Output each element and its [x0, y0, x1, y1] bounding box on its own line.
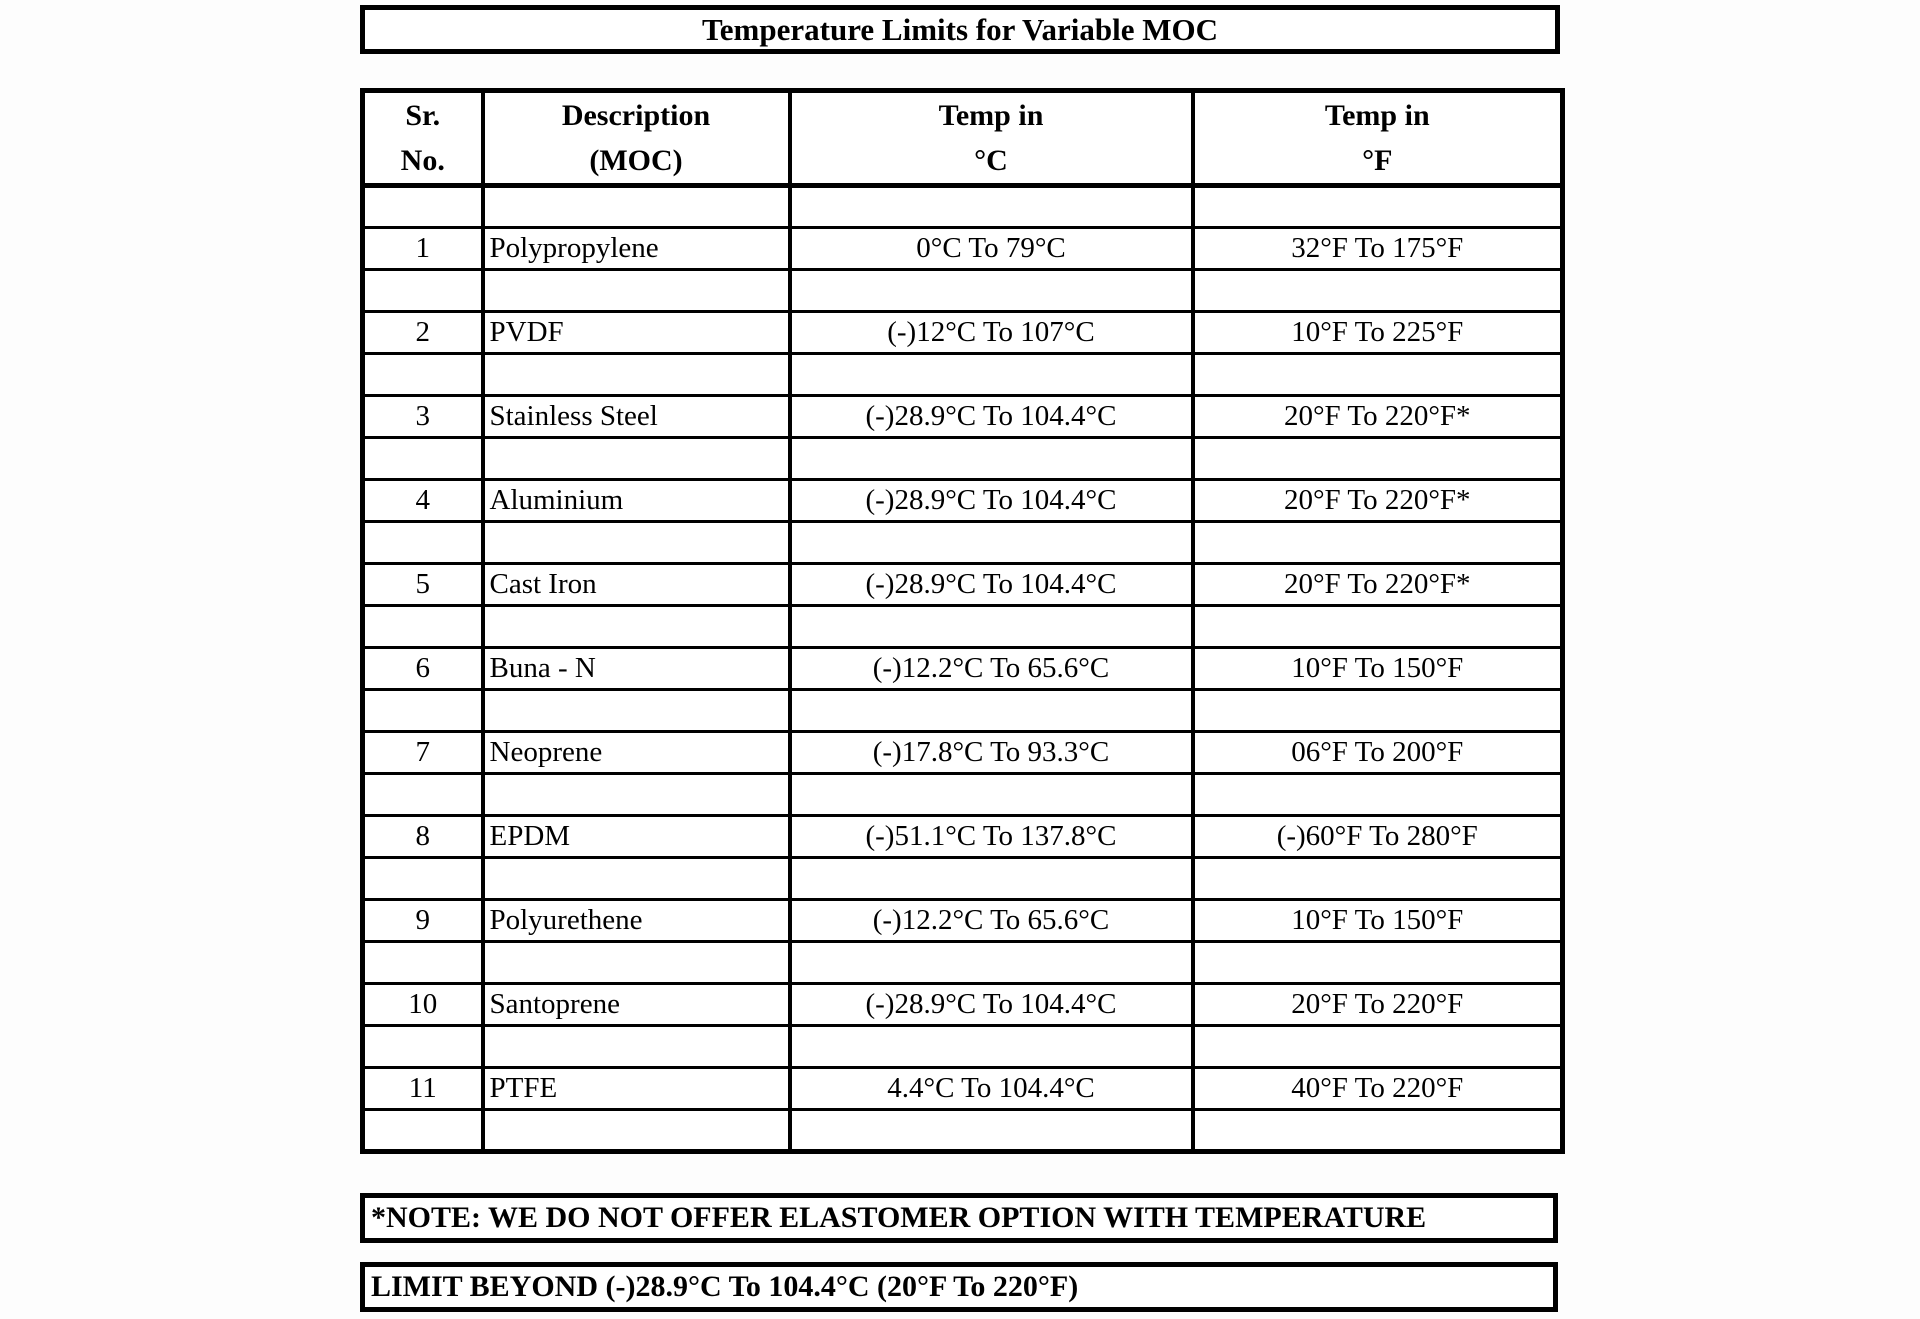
cell-sr: 7	[363, 732, 483, 774]
spacer-cell	[363, 1026, 483, 1068]
temperature-limits-table	[360, 88, 1565, 1154]
spacer-cell	[483, 354, 790, 396]
cell-moc: Polypropylene	[483, 228, 790, 270]
spacer-cell	[790, 438, 1193, 480]
cell-temp_f: 10°F To 150°F	[1193, 648, 1563, 690]
spacer-cell	[790, 942, 1193, 984]
header-temp-c-line1: Temp in	[938, 99, 1044, 132]
document-title-box	[361, 6, 1559, 53]
header-description-moc	[483, 91, 790, 186]
cell-moc: PTFE	[483, 1068, 790, 1110]
header-temp-f	[1193, 91, 1563, 186]
cell-moc: PVDF	[483, 312, 790, 354]
spacer-row	[363, 1026, 1563, 1068]
cell-moc: Aluminium	[483, 480, 790, 522]
cell-temp_f: 40°F To 220°F	[1193, 1068, 1563, 1110]
header-temp-f-line2: °F	[1362, 144, 1393, 177]
cell-temp_f: 32°F To 175°F	[1193, 228, 1563, 270]
table-row	[363, 564, 1563, 606]
cell-temp_f: 20°F To 220°F	[1193, 984, 1563, 1026]
cell-sr: 1	[363, 228, 483, 270]
spacer-cell	[483, 186, 790, 228]
cell-temp_c: (-)12°C To 107°C	[790, 312, 1193, 354]
spacer-cell	[363, 522, 483, 564]
spacer-cell	[483, 942, 790, 984]
cell-moc: Buna - N	[483, 648, 790, 690]
table-row	[363, 900, 1563, 942]
table-row	[363, 396, 1563, 438]
spacer-cell	[790, 774, 1193, 816]
cell-sr: 4	[363, 480, 483, 522]
spacer-row	[363, 858, 1563, 900]
header-sr-line2: No.	[400, 144, 445, 177]
spacer-cell	[483, 858, 790, 900]
table-row	[363, 984, 1563, 1026]
cell-temp_c: (-)12.2°C To 65.6°C	[790, 648, 1193, 690]
spacer-cell	[1193, 690, 1563, 732]
table-row	[363, 228, 1563, 270]
spacer-cell	[1193, 186, 1563, 228]
table-body	[363, 186, 1563, 1152]
spacer-row	[363, 942, 1563, 984]
spacer-row	[363, 270, 1563, 312]
spacer-cell	[790, 354, 1193, 396]
spacer-cell	[790, 1110, 1193, 1152]
cell-temp_c: (-)28.9°C To 104.4°C	[790, 396, 1193, 438]
spacer-cell	[483, 606, 790, 648]
spacer-cell	[790, 690, 1193, 732]
spacer-cell	[790, 186, 1193, 228]
spacer-cell	[790, 270, 1193, 312]
table-row	[363, 1068, 1563, 1110]
cell-temp_c: (-)17.8°C To 93.3°C	[790, 732, 1193, 774]
header-temp-c	[790, 91, 1193, 186]
spacer-cell	[363, 858, 483, 900]
cell-temp_c: (-)28.9°C To 104.4°C	[790, 984, 1193, 1026]
note-box-line2	[361, 1263, 1557, 1311]
cell-sr: 10	[363, 984, 483, 1026]
spacer-cell	[1193, 522, 1563, 564]
spacer-cell	[1193, 606, 1563, 648]
spacer-row	[363, 438, 1563, 480]
cell-temp_f: 20°F To 220°F*	[1193, 564, 1563, 606]
page-title: Temperature Limits for Variable MOC	[701, 11, 1219, 47]
spacer-row	[363, 774, 1563, 816]
spacer-cell	[363, 942, 483, 984]
table-row	[363, 648, 1563, 690]
spacer-cell	[1193, 354, 1563, 396]
cell-temp_f: 20°F To 220°F*	[1193, 480, 1563, 522]
cell-temp_c: 4.4°C To 104.4°C	[790, 1068, 1193, 1110]
table-row	[363, 816, 1563, 858]
cell-temp_f: 10°F To 150°F	[1193, 900, 1563, 942]
spacer-cell	[483, 438, 790, 480]
cell-moc: Neoprene	[483, 732, 790, 774]
cell-temp_c: 0°C To 79°C	[790, 228, 1193, 270]
spacer-cell	[483, 1026, 790, 1068]
cell-sr: 3	[363, 396, 483, 438]
cell-moc: Cast Iron	[483, 564, 790, 606]
table-row	[363, 732, 1563, 774]
spacer-cell	[790, 522, 1193, 564]
spacer-cell	[363, 186, 483, 228]
spacer-row	[363, 522, 1563, 564]
table-header	[363, 91, 1563, 186]
spacer-cell	[363, 354, 483, 396]
note-text-line1: *NOTE: WE DO NOT OFFER ELASTOMER OPTION WITH TEMPERATURE	[371, 1201, 1427, 1234]
spacer-cell	[1193, 438, 1563, 480]
spacer-row	[363, 186, 1563, 228]
spacer-cell	[363, 690, 483, 732]
spacer-cell	[483, 522, 790, 564]
spacer-cell	[790, 1026, 1193, 1068]
cell-temp_c: (-)28.9°C To 104.4°C	[790, 564, 1193, 606]
spacer-cell	[363, 606, 483, 648]
cell-sr: 11	[363, 1068, 483, 1110]
spacer-cell	[483, 774, 790, 816]
cell-moc: Polyurethene	[483, 900, 790, 942]
spacer-cell	[1193, 942, 1563, 984]
cell-moc: EPDM	[483, 816, 790, 858]
spacer-cell	[790, 858, 1193, 900]
header-desc-line1: Description	[561, 99, 711, 132]
spacer-cell	[790, 606, 1193, 648]
spacer-row	[363, 690, 1563, 732]
note-box-line1	[361, 1194, 1557, 1242]
spacer-cell	[363, 270, 483, 312]
table-row	[363, 312, 1563, 354]
cell-sr: 8	[363, 816, 483, 858]
cell-moc: Santoprene	[483, 984, 790, 1026]
spacer-cell	[363, 774, 483, 816]
header-row	[363, 91, 1563, 186]
spacer-cell	[1193, 858, 1563, 900]
cell-temp_c: (-)51.1°C To 137.8°C	[790, 816, 1193, 858]
header-temp-c-line2: °C	[974, 144, 1008, 177]
spacer-cell	[363, 438, 483, 480]
cell-temp_f: (-)60°F To 280°F	[1193, 816, 1563, 858]
cell-temp_c: (-)28.9°C To 104.4°C	[790, 480, 1193, 522]
table-row	[363, 480, 1563, 522]
spacer-row	[363, 354, 1563, 396]
spacer-cell	[1193, 1026, 1563, 1068]
cell-temp_f: 10°F To 225°F	[1193, 312, 1563, 354]
cell-sr: 2	[363, 312, 483, 354]
spacer-cell	[1193, 1110, 1563, 1152]
spacer-row	[363, 1110, 1563, 1152]
cell-temp_c: (-)12.2°C To 65.6°C	[790, 900, 1193, 942]
cell-sr: 6	[363, 648, 483, 690]
cell-sr: 9	[363, 900, 483, 942]
spacer-cell	[483, 690, 790, 732]
spacer-cell	[1193, 270, 1563, 312]
spacer-cell	[483, 270, 790, 312]
note-text-line2: LIMIT BEYOND (-)28.9°C To 104.4°C (20°F To 220°F)	[371, 1270, 1079, 1303]
header-sr-no	[363, 91, 483, 186]
header-sr-line1: Sr.	[405, 99, 441, 132]
spacer-row	[363, 606, 1563, 648]
cell-sr: 5	[363, 564, 483, 606]
spacer-cell	[483, 1110, 790, 1152]
cell-temp_f: 06°F To 200°F	[1193, 732, 1563, 774]
header-temp-f-line1: Temp in	[1324, 99, 1430, 132]
cell-temp_f: 20°F To 220°F*	[1193, 396, 1563, 438]
spacer-cell	[363, 1110, 483, 1152]
cell-moc: Stainless Steel	[483, 396, 790, 438]
header-desc-line2: (MOC)	[589, 144, 683, 177]
spacer-cell	[1193, 774, 1563, 816]
